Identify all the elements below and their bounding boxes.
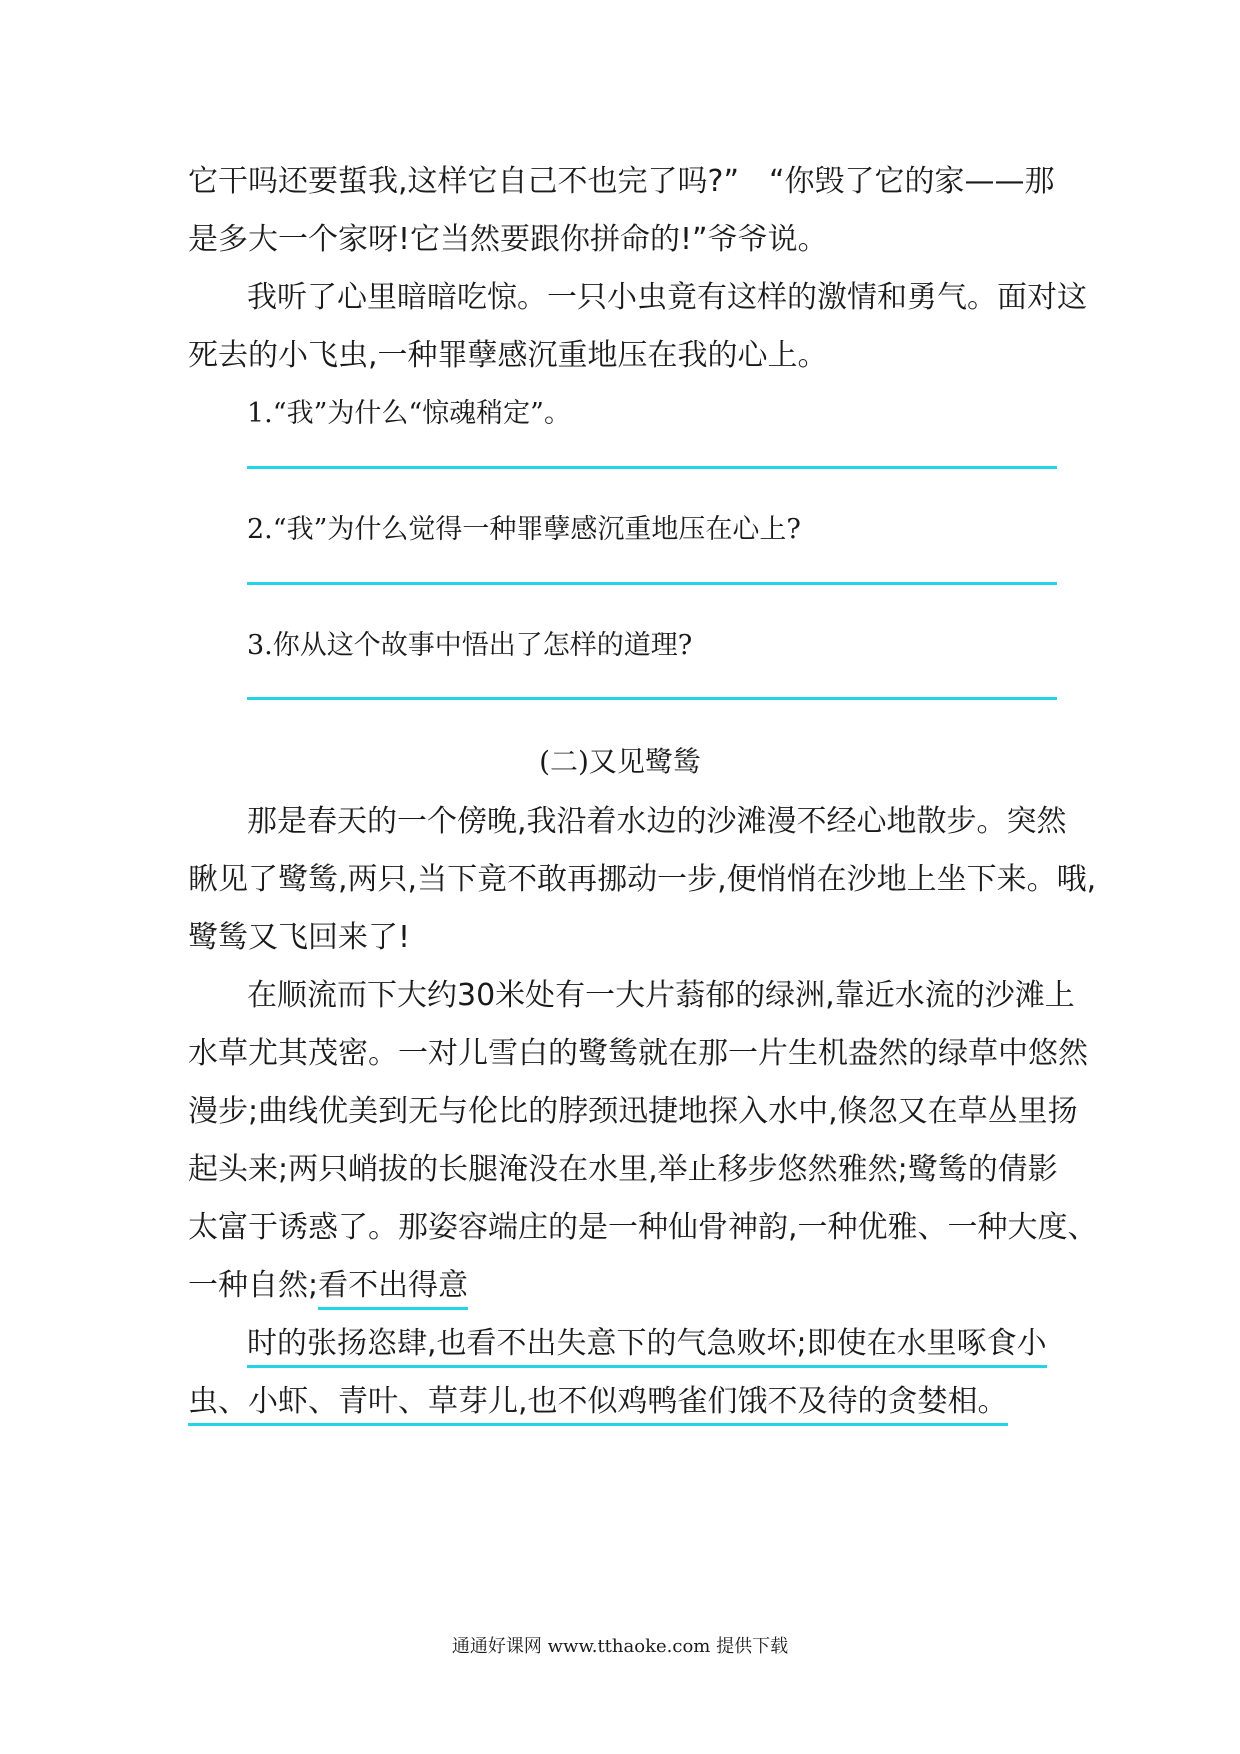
question-2: 2.“我”为什么觉得一种罪孽感沉重地压在心上?: [247, 514, 801, 545]
passage-2-line-11: [188, 1382, 1068, 1422]
passage-2-line-4: 在顺流而下大约30米处有一大片蓊郁的绿洲,靠近水流的沙滩上: [247, 978, 1075, 1013]
passage-2-line-9-plain: 一种自然;: [188, 1268, 319, 1303]
passage-2-line-6: 漫步;曲线优美到无与伦比的脖颈迅捷地探入水中,倏忽又在草丛里扬: [188, 1094, 1078, 1129]
answer-line-2[interactable]: [247, 582, 1057, 585]
answer-line-1[interactable]: [247, 466, 1057, 469]
passage-2-line-5: 水草尤其茂密。一对儿雪白的鹭鸶就在那一片生机盎然的绿草中悠然: [188, 1036, 1088, 1071]
passage-1-line-2: 是多大一个家呀!它当然要跟你拼命的!”爷爷说。: [188, 222, 828, 257]
underlined-phrase-middle: 时的张扬恣肆,也看不出失意下的气急败坏;即使在水里啄食小: [247, 1326, 1047, 1368]
question-3: 3.你从这个故事中悟出了怎样的道理?: [247, 630, 693, 661]
underlined-phrase-end: 虫、小虾、青叶、草芽儿,也不似鸡鸭雀们饿不及待的贪婪相。: [188, 1384, 1008, 1426]
passage-2-line-2: 瞅见了鹭鸶,两只,当下竟不敢再挪动一步,便悄悄在沙地上坐下来。哦,: [188, 862, 1097, 897]
passage-2-line-1: 那是春天的一个傍晚,我沿着水边的沙滩漫不经心地散步。突然: [247, 804, 1067, 839]
passage-2-line-9: [188, 1266, 1068, 1306]
passage-1-line-4: 死去的小飞虫,一种罪孽感沉重地压在我的心上。: [188, 338, 828, 373]
passage-2-line-7: 起头来;两只峭拔的长腿淹没在水里,举止移步悠然雅然;鹭鸶的倩影: [188, 1152, 1058, 1187]
passage-2-line-3: 鹭鸶又飞回来了!: [188, 920, 411, 955]
section-2-title: (二)又见鹭鸶: [539, 745, 701, 778]
passage-1-line-3: 我听了心里暗暗吃惊。一只小虫竟有这样的激情和勇气。面对这: [247, 280, 1087, 315]
passage-2-line-10: [247, 1324, 1127, 1364]
underlined-phrase-start: 看不出得意: [318, 1268, 468, 1310]
footer-credit: 通通好课网 www.tthaoke.com 提供下载: [451, 1636, 789, 1657]
passage-2-line-8: 太富于诱惑了。那姿容端庄的是一种仙骨神韵,一种优雅、一种大度、: [188, 1210, 1098, 1245]
passage-1-line-1: 它干吗还要蜇我,这样它自己不也完了吗?” “你毁了它的家——那: [188, 164, 1055, 199]
question-1: 1.“我”为什么“惊魂稍定”。: [247, 398, 571, 429]
answer-line-3[interactable]: [247, 697, 1057, 700]
